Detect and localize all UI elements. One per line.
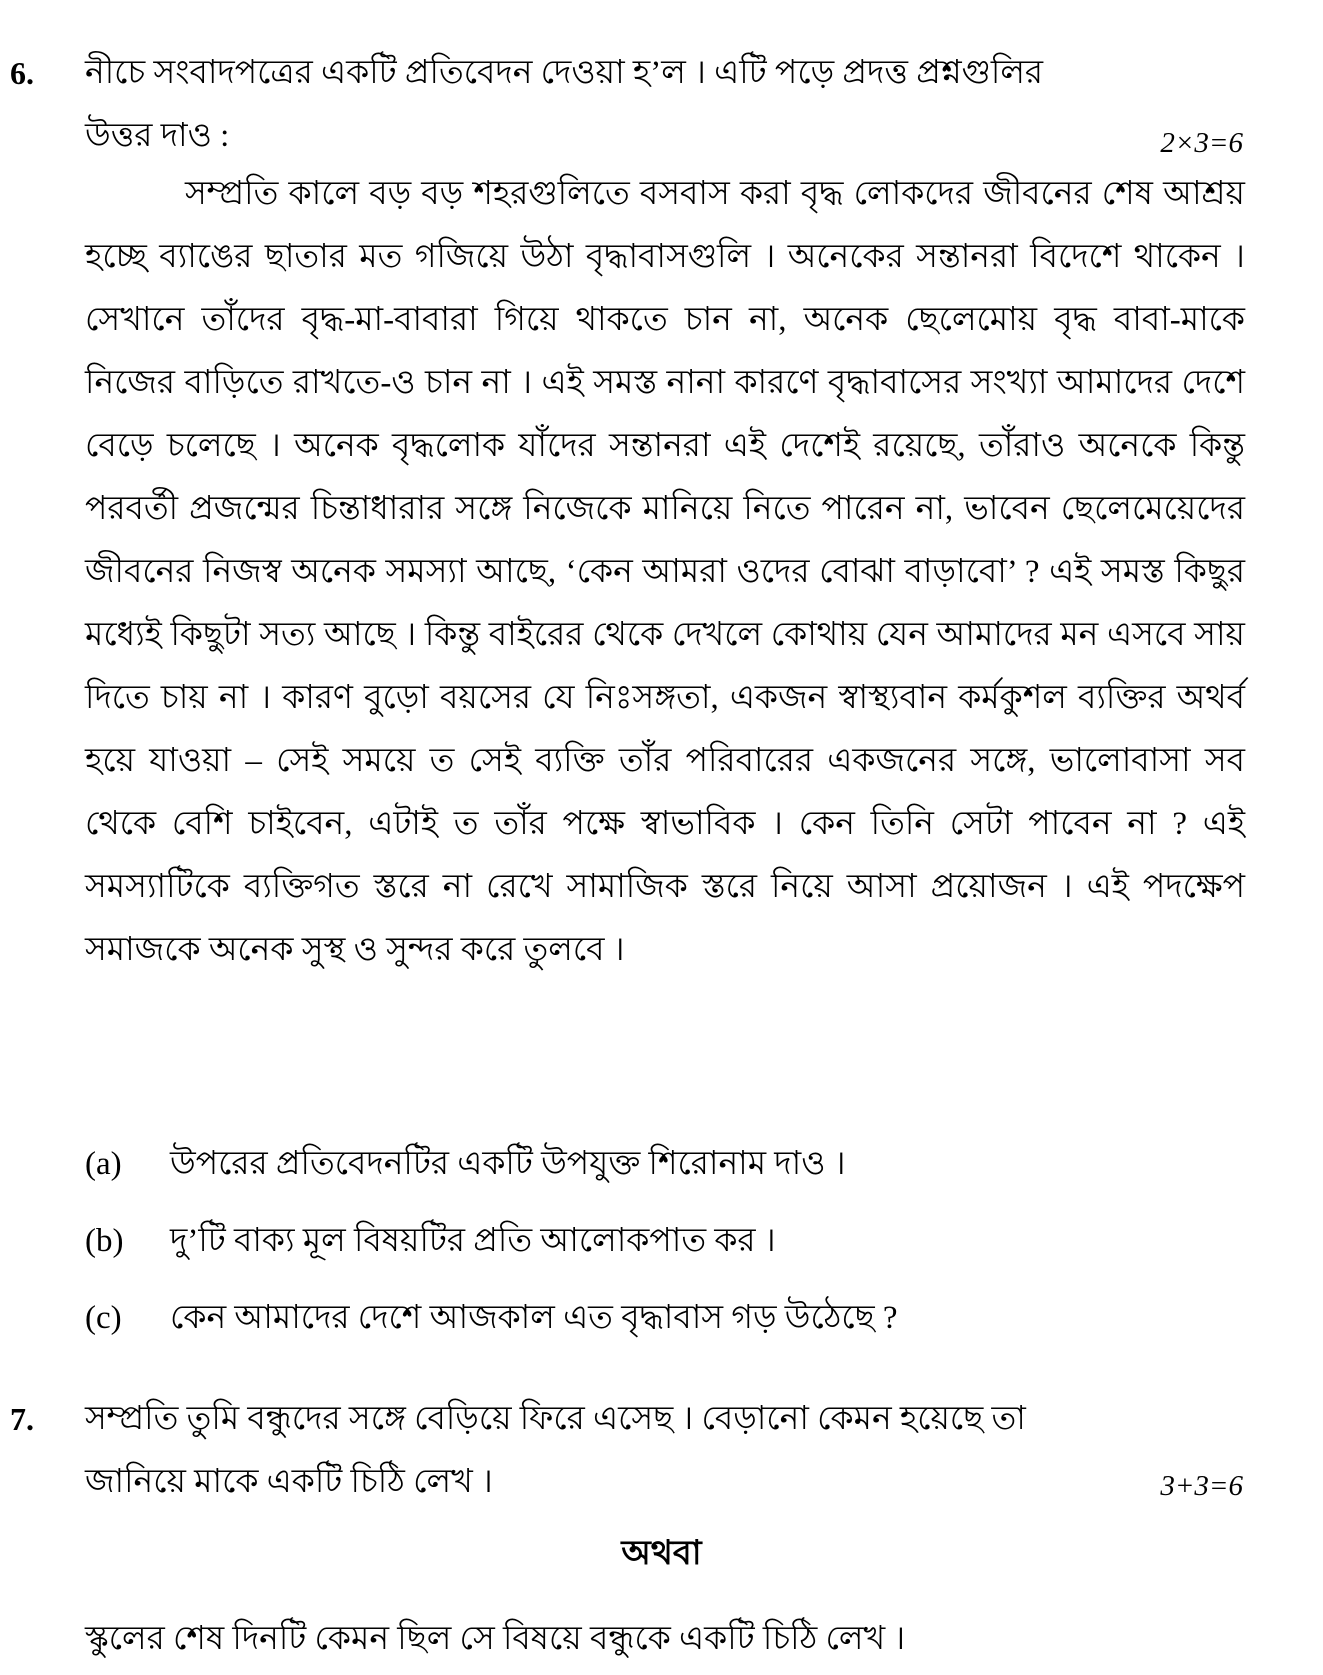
question-6-number: 6. <box>10 55 34 91</box>
subquestion-a <box>85 1133 1245 1196</box>
question-6-marks: 2×3=6 <box>1160 127 1243 159</box>
subquestion-b-label: (b) <box>85 1223 124 1259</box>
question-7-line-2: জানিয়ে মাকে একটি চিঠি লেখ । <box>85 1464 493 1500</box>
subquestion-a-label: (a) <box>85 1146 122 1182</box>
question-7-text <box>85 1388 1245 1514</box>
question-7-number: 7. <box>10 1401 34 1437</box>
question-6-intro-line-2: উত্তর দাও : <box>85 118 230 154</box>
subquestion-b <box>85 1210 1245 1273</box>
question-7-alternative: স্কুলের শেষ দিনটি কেমন ছিল সে বিষয়ে বন্ধুকে একটি চিঠি লেখ । <box>85 1621 906 1657</box>
question-6-intro-line-1: নীচে সংবাদপত্রের একটি প্রতিবেদন দেওয়া হ’ল । এটি পড়ে প্রদত্ত প্রশ্নগুলির <box>85 55 1044 91</box>
subquestion-a-text: উপরের প্রতিবেদনটির একটি উপযুক্ত শিরোনাম দাও । <box>170 1146 846 1182</box>
question-7-marks: 3+3=6 <box>1160 1470 1243 1502</box>
subquestion-c-label: (c) <box>85 1300 122 1336</box>
subquestion-b-text: দু’টি বাক্য মূল বিষয়টির প্রতি আলোকপাত কর । <box>170 1223 776 1259</box>
question-7-line-1: সম্প্রতি তুমি বন্ধুদের সঙ্গে বেড়িয়ে ফিরে এসেছ । বেড়ানো কেমন হয়েছে তা <box>85 1401 1026 1437</box>
question-6-passage: সম্প্রতি কালে বড় বড় শহরগুলিতে বসবাস করা বৃদ্ধ লোকদের জীবনের শেষ আশ্রয় হচ্ছে ব্যাঙের ছাতার মত গজিয়ে উঠা বৃদ্ধাবাসগুলি । অনেকের সন্তানরা বিদেশে থাকেন । সেখানে তাঁদের বৃদ্ধ-মা-বাবারা গিয়ে থাকতে চান না, অনেক ছেলেমোয় বৃদ্ধ বাবা-মাকে নিজের বাড়িতে রাখতে-ও চান না । এই সমস্ত নানা কারণে বৃদ্ধাবাসের সংখ্যা আমাদের দেশে বেড়ে চলেছে । অনেক বৃদ্ধলোক যাঁদের সন্তানরা এই দেশেই রয়েছে, তাঁরাও অনেকে কিন্তু পরবর্তী প্রজন্মের চিন্তাধারার সঙ্গে নিজেকে মানিয়ে নিতে পারেন না, ভাবেন ছেলেমেয়েদের জীবনের নিজস্ব অনেক সমস্যা আছে, ‘কেন আমরা ওদের বোঝা বাড়াবো’ ? এই সমস্ত কিছুর মধ্যেই কিছুটা সত্য আছে । কিন্তু বাইরের থেকে দেখলে কোথায় যেন আমাদের মন এসবে সায় দিতে চায় না । কারণ বুড়ো বয়সের যে নিঃসঙ্গতা, একজন স্বাস্থ্যবান কর্মকুশল ব্যক্তির অথর্ব হয়ে যাওয়া – সেই সময়ে ত সেই ব্যক্তি তাঁর পরিবারের একজনের সঙ্গে, ভালোবাসা সব থেকে বেশি চাইবেন, এটাই ত তাঁর পক্ষে স্বাভাবিক । কেন তিনি সেটা পাবেন না ? এই সমস্যাটিকে ব্যক্তিগত স্তরে না রেখে সামাজিক স্তরে নিয়ে আসা প্রয়োজন । এই পদক্ষেপ সমাজকে অনেক সুস্থ ও সুন্দর করে তুলবে । <box>85 176 1245 968</box>
or-divider-label: অথবা <box>621 1535 702 1572</box>
subquestion-c-text: কেন আমাদের দেশে আজকাল এত বৃদ্ধাবাস গড় উঠেছে ? <box>170 1300 898 1336</box>
subquestion-c <box>85 1287 1245 1350</box>
question-6-intro <box>85 42 1245 168</box>
